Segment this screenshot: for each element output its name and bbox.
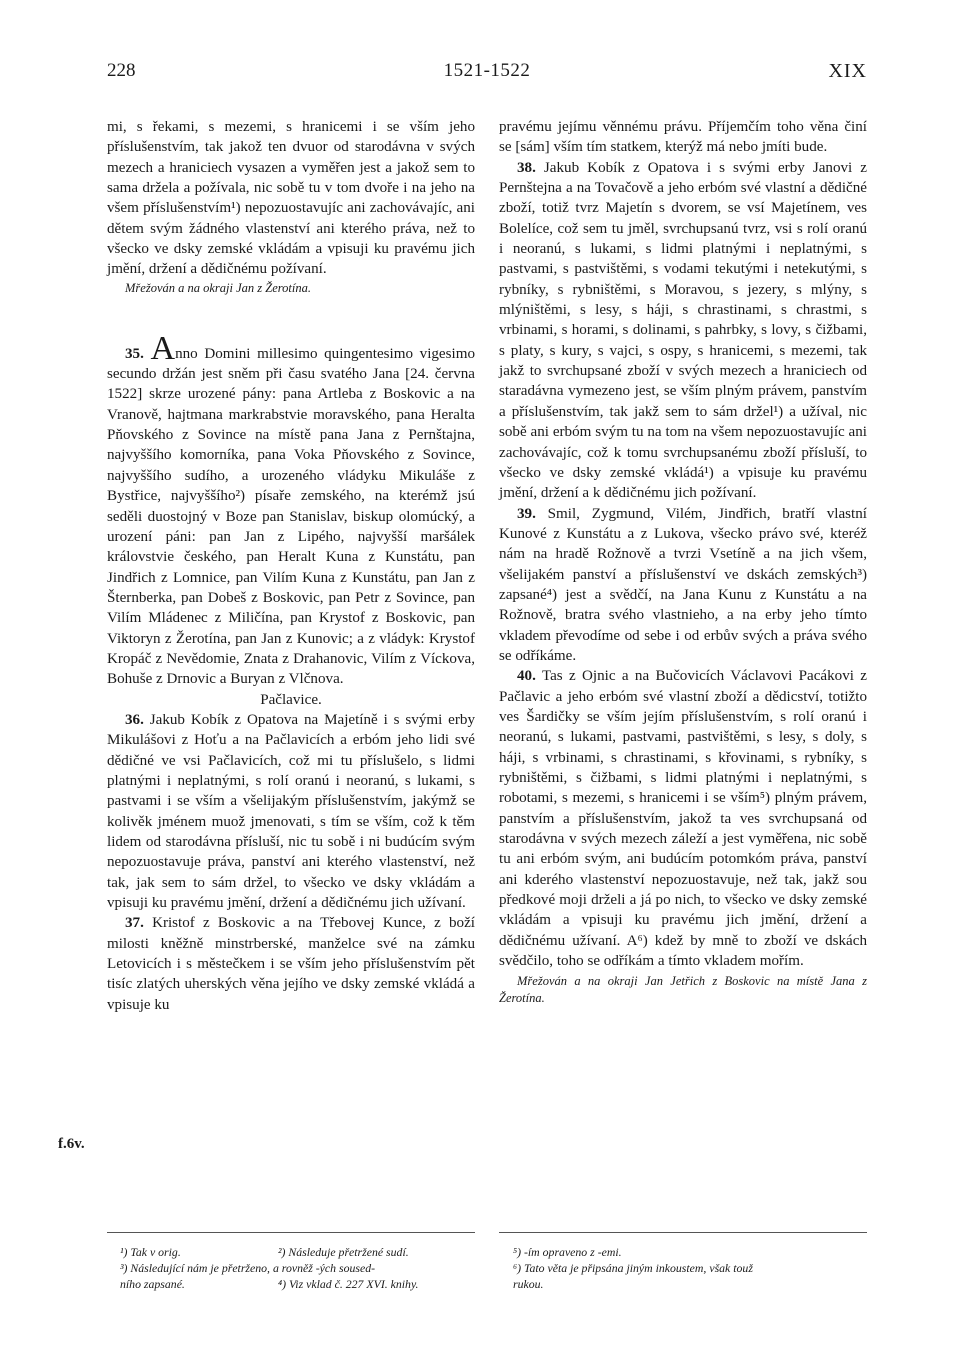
footnote-2: ²) Následuje přetržené sudí.	[278, 1245, 409, 1259]
entry-number: 40.	[517, 668, 536, 685]
footnote-4: ⁴) Viz vklad č. 227 XVI. knihy.	[278, 1277, 419, 1291]
drop-cap: A	[150, 329, 176, 367]
footnote-row	[120, 1244, 480, 1260]
entry-39	[499, 504, 867, 667]
footnotes-left	[120, 1244, 480, 1292]
running-title-years: 1521-1522	[443, 60, 531, 81]
entry-text: Jakub Kobík z Opatova na Majetíně i s svými erby Mikulášovi z Hoťu a na Pačlavicích a erbóm jeho lidi své dědičné ve vsi Pačlavicích, což mi tu příslušelo, s lidmi platnými i neplatnými, s rolí oranú i neoranú, s lukami, s pastvami i se vším a všelijakým příslušenstvím, jakýmž se kolivěk jménem muož jmenovati, s tím se vším, což k těm lidem od starodávna přísluší, nic tu sobě i ni budúcím svým nepozuostavuje práva, panství ani kterého vlastenství, než tak, jak sem to sám držel, to všecko ve dsky vkládám a vpisuji ku pravému jmění, držení a dědičnému jich užívaní.	[107, 711, 475, 912]
footnotes-right	[513, 1244, 873, 1292]
entry-38	[499, 158, 867, 504]
place-heading: Pačlavice.	[260, 691, 322, 708]
footnote-1: ¹) Tak v orig.	[120, 1245, 181, 1259]
entry-37-continued: pravému jejímu věnnému právu. Příjemčím toho věna činí se [sám] vším tím statkem, kterýž má nebo jmíti bude.	[499, 119, 867, 156]
footnote-6a: ⁶) Tato věta je připsána jiným inkoustem, však touž	[513, 1261, 753, 1275]
footnote-row	[120, 1276, 480, 1292]
folio-margin-note: f.6v.	[58, 1136, 85, 1152]
left-column	[107, 117, 475, 1015]
volume-number: XIX	[828, 60, 867, 82]
entry-36	[107, 710, 475, 913]
entry-number: 37.	[125, 915, 144, 932]
running-header	[107, 60, 867, 90]
registration-note: Mřežován a na okraji Jan z Žerotína.	[125, 280, 311, 295]
paragraph-continued: mi, s řekami, s mezemi, s hranicemi i se vším jeho příslušenstvím, tak jakož ten dvuor od starodávna v svých mezech a hraniciech vysazen a vyměřen jest a jakož sem to sama držela a požívala, nic sobě tu v tom dvoře i na jeho na všem příslušenstvím¹) nepozuostavujíc ani zachovávajíc, ani dětem svým žádného vlastenství ani kterého práva, než to všecko ve dsky zemské vkládám a vpisuji ku pravému jich jmění, držení a dědičnému požívaní.	[107, 119, 475, 278]
registration-note: Mřežován a na okraji Jan Jetřich z Boskovic na místě Jana z Žerotína.	[499, 974, 867, 1006]
entry-40	[499, 666, 867, 971]
entry-text: nno Domini millesimo quingentesimo vigesimo secundo držán jest sněm při času svatého Jana [24. června 1522] skrze urozené pány: pana Artleba z Boskovic a na Vranově, hajtmana markrabstvie moravského, pana Heralta Pňovského z Sovince na místě pana Jana z Pernštajna, najvyššího komorníka, pana Voka Pňovského z Sovince, najvyššího sudího, a urozeného vládyku Mikuláše z Bystřice, najvyššího²) písaře zemského, na kterémž jsú seděli duostojný v Boze pan Stanislav, biskup olomúcký, a urození páni: pan Jan z Lipého, najvyšší maršálek královstvie českého, pan Heralt Kuna z Kunstátu, pan Jindřich z Lomnice, pan Vilím Kuna z Kunstátu, pan Jan z Šternberka, pan Dobeš z Boskovic, pan Petr z Sovince, pan Vilím Mládenec z Miličína, pan Krystof z Boskovic, pan Viktoryn z Žerotína, pan Jan z Kunovic; a z vládyk: Krystof Kropáč z Nevědomie, Znata z Drahanovic, Vilím z Víckova, Bohuše z Drnovic a Buryan z Vlčnova.	[107, 345, 475, 688]
entry-number: 38.	[517, 159, 536, 176]
entry-text: Smil, Zygmund, Vilém, Jindřich, bratří vlastní Kunové z Kunstátu a z Lukova, všecko právo své, kteréž nám na hradě Rožnově a tvrzi Vsetíně a na jich všem, všelijakém panství a příslušenství ve dskách zemských³) zapsané⁴) jest a svědčí, na Jana Kunu z Kunstátu a na Rožnově, bratra svého vlastnieho, a na erby jeho tímto vkladem převodíme od sebe i od erbův svých a práva svého se odříkáme.	[499, 505, 867, 664]
entry-35	[107, 329, 475, 690]
entry-number: 39.	[517, 505, 536, 522]
right-column	[499, 117, 867, 1007]
footnote-6b: rukou.	[513, 1277, 544, 1291]
footnote-divider	[107, 1232, 475, 1233]
entry-text: Kristof z Boskovic a na Třebovej Kunce, z boží milosti kněžně minstrberské, manželce své na zámku Letovicích i s městečkem i se vším jeho příslušenstvím pět tisíc zlatých uherských věna jejího ve dsky zemské vkládá a vpisuje ku	[107, 915, 475, 1013]
entry-text: Jakub Kobík z Opatova i s svými erby Janovi z Pernštejna a na Tovačově a jeho erbóm své vlastní a dědičné zboží, totiž tvrz Majetín s dvorem, se vsí Majetínem, ves Bolelíce, což sem tu jměl, svrchupsanú tvrz, vsi s rolí oranú i neoranú, s lukami, s lidmi platnými i neplatnými, s pastvami, s pastvištěmi, s vodami tekutými i netekutými, s rybníky, s rybništěmi, s Moravou, s jezery, s mlýny, s mlýništěmi, s lesy, s háji, s chrastinami, s chrastmi, s vrbinami, s horami, s dolinami, s pahrbky, s lovy, s čižbami, s platy, s kury, s vajci, s ospy, s hranicemi, s mezemi, tak jakž to svrchupsané zboží v svých mezech a hraniciech od staradávna vymezeno jest, se vším plným právem, panstvím a příslušenstvím, tak jakž sem to sám držel¹) a užíval, nic sobě ani erbóm svým tu na tom na všem nepozuostavujíc ani zachovávajíc, což k tomu svrchupsanému zboží přísluší, to všecko ve dsky zemské vkládá¹) a vpisuje ku pravému jmění, držení a k dědičnému jich požívaní.	[499, 159, 867, 502]
footnote-divider	[499, 1232, 867, 1233]
page-number: 228	[107, 60, 136, 81]
entry-number: 36.	[125, 711, 144, 728]
footnote-5: ⁵) -ím opraveno z -emi.	[513, 1245, 622, 1259]
footnote-3b: ního zapsané.	[120, 1277, 185, 1291]
entry-number: 35.	[125, 345, 144, 362]
footnote-3a: ³) Následující nám je přetrženo, a rovněž -ých soused-	[120, 1261, 376, 1275]
entry-text: Tas z Ojnic a na Bučovicích Václavovi Pacákovi z Pačlavic a jeho erbóm své vlastní zboží a dědicství, totižto ves Šardičky se vším jejím příslušenstvím, s rolí oranú i neoranú, s lukami, pastvami, pastvištěmi, s lesy, s doly, s háji, s vrbinami, s chrastinami, s křovinami, s rybníky, s rybništěmi, s čižbami, s lidmi platnými i neplatnými, s robotami, s mezemi, s hranicemi i se vším⁵) plným právem, panstvím a příslušenstvím, jakož ta ves svrchupsaná od starodávna v svých mezech záleží a jest vyměřena, nic sobě tu ani erbóm svým, ani budúcím potomkóm práva, panství ani kderého vlastenství nepozuostavuje, než tak, jakž sou předkové moji drželi a já po nich, to všecko ve dsky zemské vkládám a vpisuji ku pravému jich jmění, držení a dědičnému užívaní. A⁶) kdež by mně to zboží ve dskách svědčilo, toho se odříkám a tímto vkladem mořím.	[499, 668, 867, 970]
entry-37	[107, 913, 475, 1015]
